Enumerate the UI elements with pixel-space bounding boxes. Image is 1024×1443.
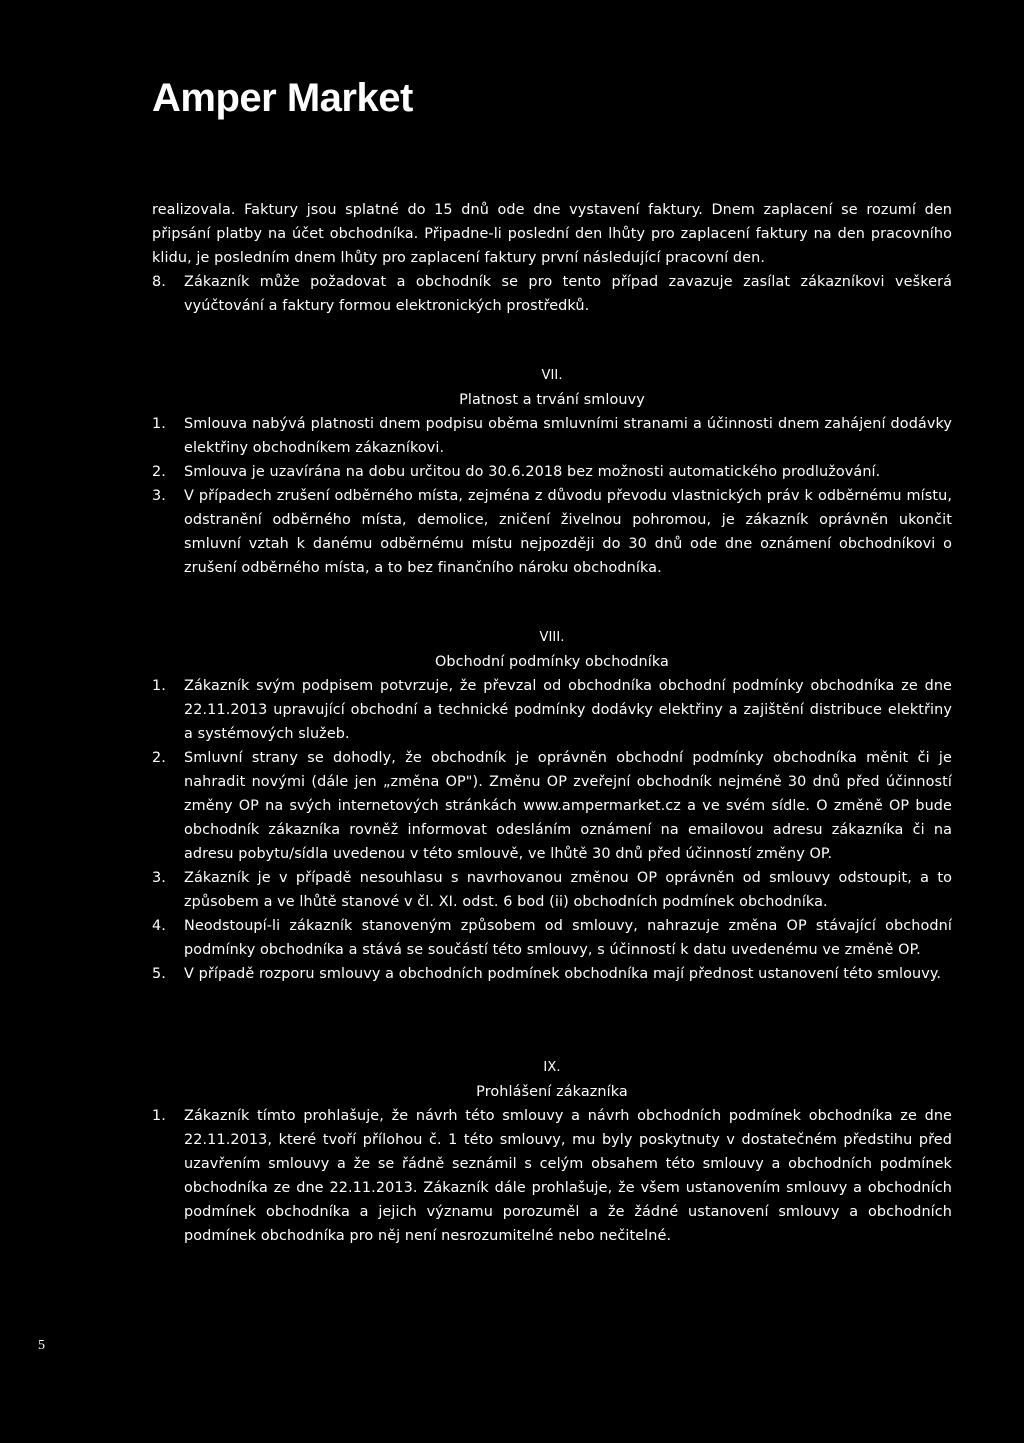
list-item [152, 484, 952, 580]
list-item [152, 1104, 952, 1248]
item-number: 1. [152, 1108, 166, 1124]
list-item [152, 412, 952, 460]
list-item [152, 746, 952, 866]
section-numeral-vii: VII. [541, 368, 563, 383]
item-text: Smlouva nabývá platnosti dnem podpisu oběma smluvními stranami a účinnosti dnem zahájení dodávky elektřiny obchodníkem zákazníkovi. [184, 416, 952, 456]
item-text: Zákazník je v případě nesouhlasu s navrhovanou změnou OP oprávněn od smlouvy odstoupit, a to způsobem a ve lhůtě stanové v čl. XI. odst. 6 bod (ii) obchodních podmínek obchodníka. [184, 870, 952, 910]
item-number: 4. [152, 918, 166, 934]
document-body [152, 198, 952, 1248]
item-text: Zákazník svým podpisem potvrzuje, že převzal od obchodníka obchodní podmínky obchodníka ze dne 22.11.2013 upravující obchodní a technické podmínky dodávky elektřiny a zajištění distribuce elektřiny a systémových služeb. [184, 678, 952, 742]
list-item [152, 866, 952, 914]
item-number: 1. [152, 416, 166, 432]
item-number: 8. [152, 274, 166, 290]
item-number: 2. [152, 750, 166, 766]
item-number: 3. [152, 488, 166, 504]
section-title-ix: Prohlášení zákazníka [476, 1084, 628, 1100]
item-text: Zákazník může požadovat a obchodník se pro tento případ zavazuje zasílat zákazníkovi veškerá vyúčtování a faktury formou elektronických prostředků. [184, 274, 952, 314]
item-text: V případech zrušení odběrného místa, zejména z důvodu převodu vlastnických práv k odběrnému místu, odstranění odběrného místa, demolice, zničení živelnou pohromou, je zákazník oprávněn ukončit smluvní vztah k danému odběrnému místu nejpozději do 30 dnů ode dne oznámení obchodníkovi o zrušení odběrného místa, a to bez finančního nároku obchodníka. [184, 488, 952, 576]
section-numeral-viii: VIII. [539, 630, 565, 645]
section-title-vii: Platnost a trvání smlouvy [459, 392, 645, 408]
list-item [152, 270, 952, 318]
page-number: 5 [38, 1338, 45, 1353]
document-header-title: Amper Market [152, 76, 413, 120]
item-number: 1. [152, 678, 166, 694]
section-title-viii: Obchodní podmínky obchodníka [435, 654, 669, 670]
item-text: Smlouva je uzavírána na dobu určitou do 30.6.2018 bez možnosti automatického prodlužování. [184, 464, 881, 480]
item-text: V případě rozporu smlouvy a obchodních podmínek obchodníka mají přednost ustanovení této smlouvy. [184, 966, 942, 982]
list-item [152, 460, 952, 484]
list-item [152, 914, 952, 962]
item-number: 5. [152, 966, 166, 982]
item-text: Smluvní strany se dohodly, že obchodník je oprávněn obchodní podmínky obchodníka měnit či je nahradit novými (dále jen „změna OP"). Změnu OP zveřejní obchodník nejméně 30 dnů před účinností změny OP na svých internetových stránkách www.ampermarket.cz a ve svém sídle. O změně OP bude obchodník zákazníka rovněž informovat odesláním oznámení na emailovou adresu zákazníka či na adresu pobytu/sídla uvedenou v této smlouvě, ve lhůtě 30 dnů před účinností změny OP. [184, 750, 952, 862]
section-numeral-ix: IX. [543, 1060, 561, 1075]
list-item [152, 674, 952, 746]
paragraph-continuation: realizovala. Faktury jsou splatné do 15 dnů ode dne vystavení faktury. Dnem zaplacení se rozumí den připsání platby na účet obchodníka. Připadne-li poslední den lhůty pro zaplacení faktury na den pracovního klidu, je posledním dnem lhůty pro zaplacení faktury první následující pracovní den. [152, 202, 952, 266]
item-number: 3. [152, 870, 166, 886]
item-text: Neodstoupí-li zákazník stanoveným způsobem od smlouvy, nahrazuje změna OP stávající obchodní podmínky obchodníka a stává se součástí této smlouvy, s účinností k datu uvedenému ve změně OP. [184, 918, 952, 958]
list-item [152, 962, 952, 986]
item-number: 2. [152, 464, 166, 480]
item-text: Zákazník tímto prohlašuje, že návrh této smlouvy a návrh obchodních podmínek obchodníka ze dne 22.11.2013, které tvoří přílohou č. 1 této smlouvy, mu byly poskytnuty v dostatečném předstihu před uzavřením smlouvy a že se řádně seznámil s celým obsahem této smlouvy a obchodních podmínek obchodníka ze dne 22.11.2013. Zákazník dále prohlašuje, že všem ustanovením smlouvy a obchodních podmínek obchodníka a jejich významu porozuměl a že žádné ustanovení smlouvy a obchodních podmínek obchodníka pro něj není nesrozumitelné nebo nečitelné. [184, 1108, 952, 1244]
